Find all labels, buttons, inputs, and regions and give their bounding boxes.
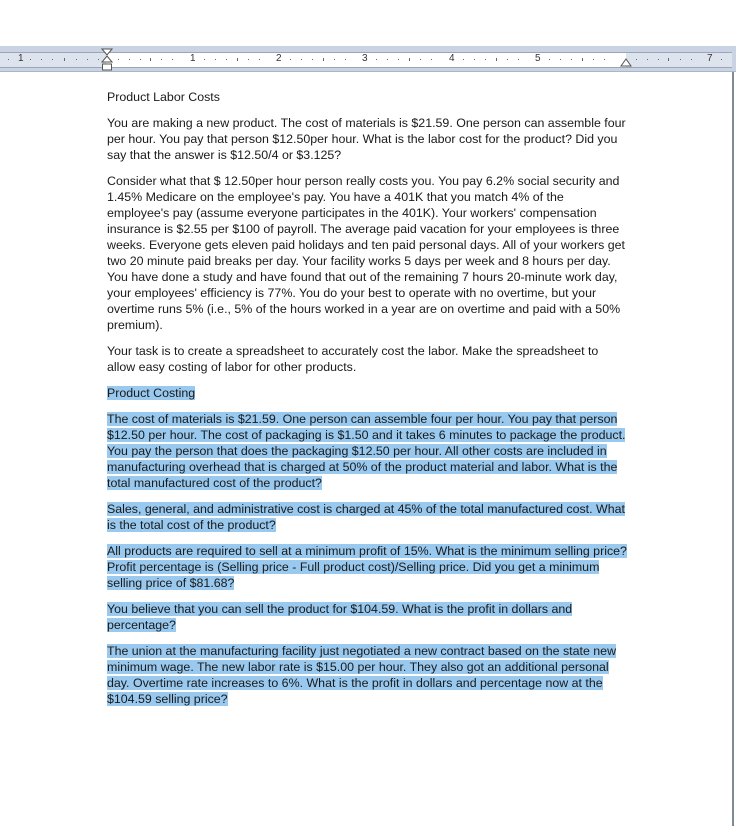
ruler-dot bbox=[658, 59, 659, 60]
ruler-dot bbox=[604, 59, 605, 60]
toolbar-gap bbox=[0, 0, 736, 46]
ruler-dot bbox=[345, 59, 346, 60]
ruler-dot bbox=[52, 59, 53, 60]
document-body[interactable] bbox=[107, 89, 627, 717]
right-indent-marker-icon[interactable] bbox=[620, 58, 632, 68]
ruler-dot bbox=[248, 59, 249, 60]
ruler-number: 7 bbox=[707, 53, 713, 64]
paragraph: You are making a new product. The cost of materials is $21.59. One person can assemble four per hour. You pay that person $12.50per hour. What is the labor cost for the product? Did you say that the answer is $12.50/4 or $3.125? bbox=[107, 116, 626, 162]
ruler-number: 1 bbox=[190, 53, 196, 64]
ruler-tick bbox=[64, 58, 65, 61]
ruler-dot bbox=[215, 59, 216, 60]
paragraph-selected: Sales, general, and administrative cost is charged at 45% of the total manufactured cost. What is the total cost of the product? bbox=[107, 502, 625, 532]
ruler-dot bbox=[420, 59, 421, 60]
ruler-tick bbox=[668, 58, 669, 61]
ruler-number: 3 bbox=[362, 53, 368, 64]
ruler-dot bbox=[474, 59, 475, 60]
ruler-dot bbox=[463, 59, 464, 60]
ruler-dot bbox=[387, 59, 388, 60]
ruler-dot bbox=[98, 59, 99, 60]
paragraph-selected: The union at the manufacturing facility just negotiated a new contract based on the state new minimum wage. The new labor rate is $15.00 per hour. They also got an additional personal day. Overtime rate increases to 6%. What is the profit in dollars and percentage now at the $104.59 selling price? bbox=[107, 644, 617, 706]
ruler-dot bbox=[647, 59, 648, 60]
ruler-dot bbox=[636, 59, 637, 60]
ruler-number: 2 bbox=[276, 53, 282, 64]
page-edge bbox=[732, 72, 734, 826]
paragraph: Your task is to create a spreadsheet to accurately cost the labor. Make the spreadsheet to allow easy costing of labor for other products. bbox=[107, 344, 599, 374]
ruler-tick bbox=[496, 58, 497, 61]
ruler-dot bbox=[290, 59, 291, 60]
paragraph-selected: All products are required to sell at a minimum profit of 15%. What is the minimum selling price? Profit percentage is (Selling price - Full product cost)/Selling price. Did you get a minimum selling price of $81.68? bbox=[107, 544, 627, 590]
ruler-dot bbox=[431, 59, 432, 60]
ruler-dot bbox=[721, 59, 722, 60]
paragraph: Consider what that $ 12.50per hour person really costs you. You pay 6.2% social security and 1.45% Medicare on the employee's pay. You have a 401K that you match 4% of the employee's pay (assume everyone participates in the 401K). Your workers' compensation insurance is $2.55 per $100 of payroll. The average paid vacation for your employees is three weeks. Everyone gets eleven paid holidays and ten paid personal days. All of your workers get two 20 minute paid breaks per day. Your facility works 5 days per week and 8 hours per day. You have done a study and have found that out of the remaining 7 hours 20-minute work day, your employees' efficiency is 77%. You do your best to operate with no overtime, but your overtime runs 5% (i.e., 5% of the hours worked in a year are on overtime and paid with a 50% premium). bbox=[107, 174, 625, 332]
ruler-number: 5 bbox=[535, 53, 541, 64]
ruler-dot bbox=[259, 59, 260, 60]
ruler-dot bbox=[518, 59, 519, 60]
ruler-dot bbox=[226, 59, 227, 60]
ruler-right-margin bbox=[626, 53, 732, 67]
ruler-dot bbox=[172, 59, 173, 60]
ruler-dot bbox=[301, 59, 302, 60]
ruler-tick bbox=[323, 58, 324, 61]
ruler-left-margin bbox=[0, 53, 106, 67]
section-title: Product Costing bbox=[107, 386, 196, 400]
ruler-dot bbox=[334, 59, 335, 60]
ruler-dot bbox=[571, 59, 572, 60]
paragraph-selected: You believe that you can sell the product for $104.59. What is the profit in dollars and percentage? bbox=[107, 602, 573, 632]
ruler-dot bbox=[549, 59, 550, 60]
ruler-dot bbox=[485, 59, 486, 60]
ruler-dot bbox=[41, 59, 42, 60]
ruler-dot bbox=[398, 59, 399, 60]
ruler-dot bbox=[312, 59, 313, 60]
ruler-dot bbox=[376, 59, 377, 60]
ruler-number: 1 bbox=[18, 53, 24, 64]
ruler-dot bbox=[76, 59, 77, 60]
ruler-dot bbox=[680, 59, 681, 60]
ruler-tick bbox=[150, 58, 151, 61]
ruler-dot bbox=[30, 59, 31, 60]
ruler-tick bbox=[582, 58, 583, 61]
ruler-dot bbox=[593, 59, 594, 60]
ruler-tick bbox=[237, 58, 238, 61]
ruler-dot bbox=[118, 59, 119, 60]
paragraph-selected: The cost of materials is $21.59. One person can assemble four per hour. You pay that person $12.50 per hour. The cost of packaging is $1.50 and it takes 6 minutes to package the product. You pay the person that does the packaging $12.50 per hour. All other costs are included in manufacturing overhead that is charged at 50% of the product material and labor. What is the total manufactured cost of the product? bbox=[107, 412, 626, 490]
ruler-dot bbox=[691, 59, 692, 60]
ruler-tick bbox=[409, 58, 410, 61]
ruler-dot bbox=[161, 59, 162, 60]
ruler-dot bbox=[507, 59, 508, 60]
ruler-dot bbox=[140, 59, 141, 60]
ruler-dot bbox=[129, 59, 130, 60]
horizontal-ruler[interactable] bbox=[0, 46, 736, 72]
ruler-dot bbox=[87, 59, 88, 60]
ruler-dot bbox=[204, 59, 205, 60]
ruler-dot bbox=[8, 59, 9, 60]
document-title: Product Labor Costs bbox=[107, 90, 220, 104]
left-indent-marker-icon[interactable] bbox=[101, 48, 113, 72]
ruler-dot bbox=[560, 59, 561, 60]
ruler-number: 4 bbox=[449, 53, 455, 64]
